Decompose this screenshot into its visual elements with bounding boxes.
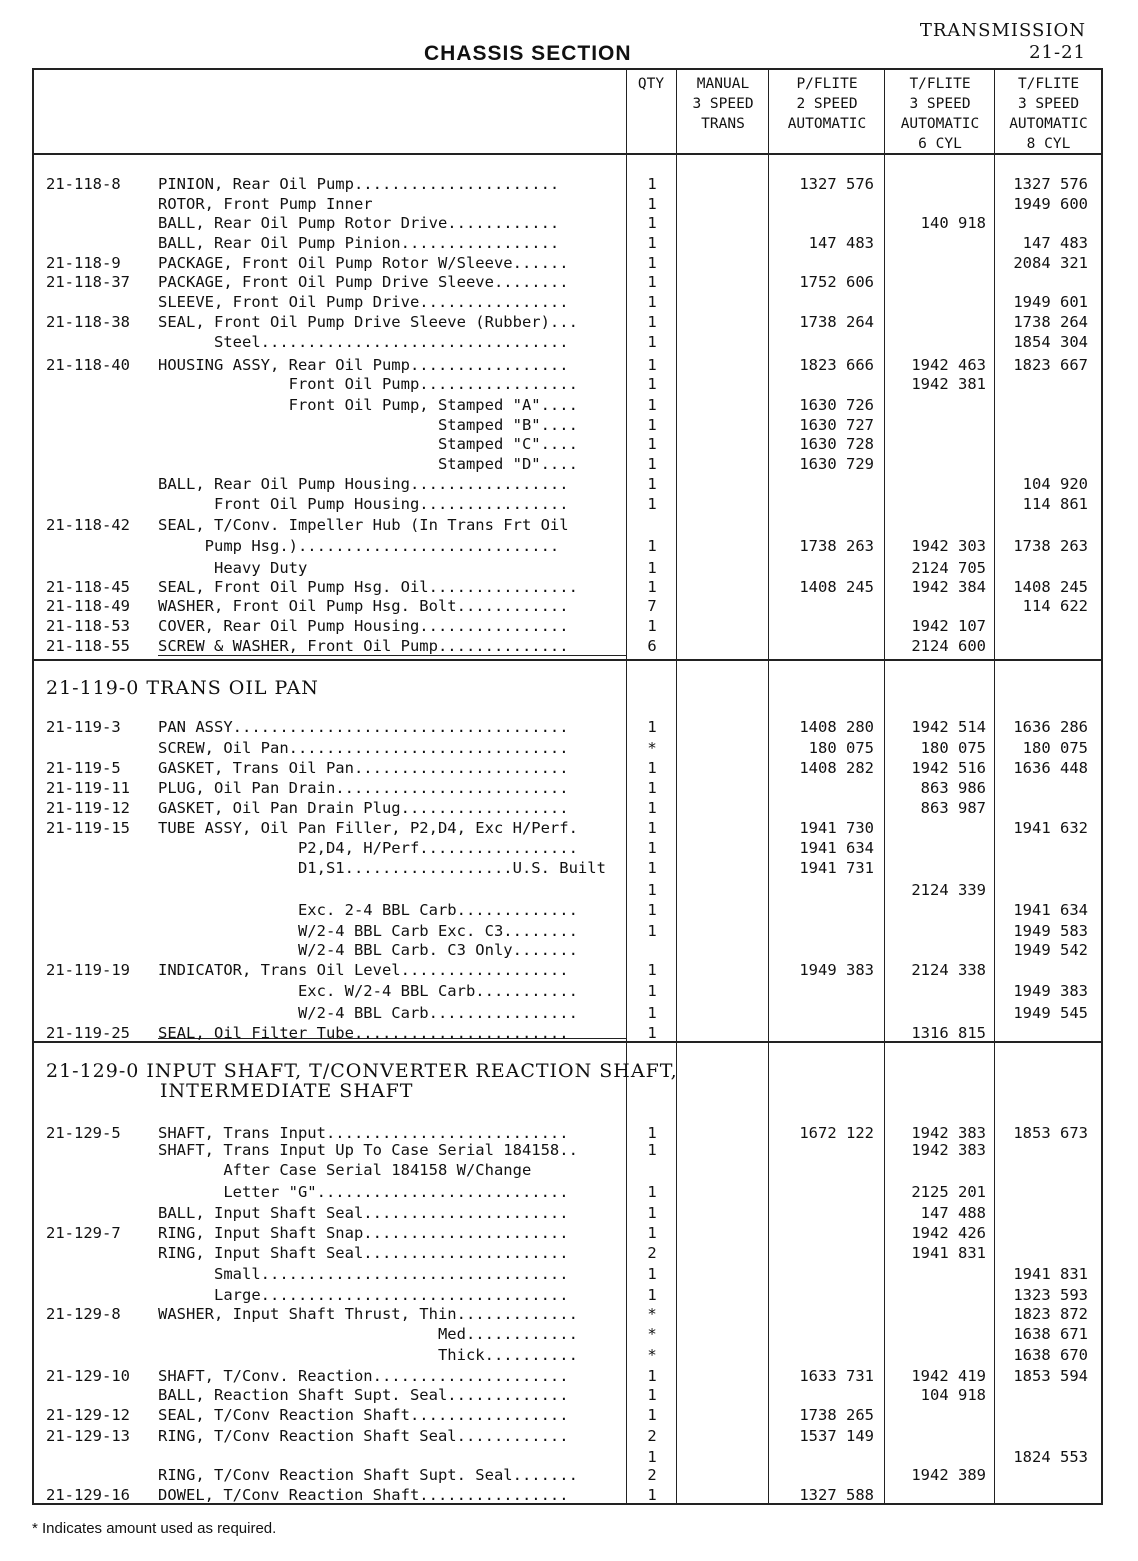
- part-qty: 1: [647, 819, 657, 837]
- part-number-tflite-6cyl: 104 918: [920, 1386, 986, 1404]
- page-title: CHASSIS SECTION: [424, 42, 632, 65]
- part-number-tflite-6cyl: 863 986: [920, 779, 986, 797]
- part-number-pflite: 1408 282: [799, 759, 874, 777]
- part-number-tflite-8cyl: 1824 553: [1013, 1448, 1088, 1466]
- column-header-tflite-8cyl: T/FLITE 3 SPEED AUTOMATIC 8 CYL: [1009, 76, 1088, 152]
- part-number: 21-129-5: [46, 1124, 121, 1142]
- part-description: SEAL, T/Conv. Impeller Hub (In Trans Frt Oil: [158, 516, 569, 534]
- part-number-tflite-8cyl: 1941 831: [1013, 1265, 1088, 1283]
- part-qty: 1: [647, 1004, 657, 1022]
- part-qty: 1: [647, 1024, 657, 1042]
- part-number-tflite-6cyl: 1942 426: [911, 1224, 986, 1242]
- part-number-tflite-6cyl: 2124 338: [911, 961, 986, 979]
- part-description: GASKET, Trans Oil Pan.......................: [158, 759, 569, 777]
- part-qty: 1: [647, 901, 657, 919]
- part-description: WASHER, Front Oil Pump Hsg. Bolt............: [158, 597, 569, 615]
- part-number-pflite: 1941 731: [799, 859, 874, 877]
- part-number-pflite: 1823 666: [799, 356, 874, 374]
- part-description: TUBE ASSY, Oil Pan Filler, P2,D4, Exc H/Perf.: [158, 819, 578, 837]
- part-number: 21-119-11: [46, 779, 130, 797]
- part-description: W/2-4 BBL Carb Exc. C3........: [158, 922, 578, 940]
- part-number: 21-129-16: [46, 1486, 130, 1504]
- part-number-tflite-6cyl: 2125 201: [911, 1183, 986, 1201]
- part-number: 21-119-5: [46, 759, 121, 777]
- part-qty: 1: [647, 1224, 657, 1242]
- part-qty: 7: [647, 597, 657, 615]
- part-number-pflite: 1672 122: [799, 1124, 874, 1142]
- part-number: 21-119-12: [46, 799, 130, 817]
- part-number-tflite-6cyl: 2124 600: [911, 637, 986, 655]
- part-description: Exc. W/2-4 BBL Carb...........: [158, 982, 578, 1000]
- section-rule: [32, 659, 1103, 661]
- part-description: SHAFT, Trans Input Up To Case Serial 184158..: [158, 1141, 578, 1159]
- part-qty: 2: [647, 1466, 657, 1484]
- part-description: Front Oil Pump Housing................: [158, 495, 569, 513]
- part-description: BALL, Input Shaft Seal......................: [158, 1204, 569, 1222]
- part-number: 21-118-40: [46, 356, 130, 374]
- part-qty: 1: [647, 881, 657, 899]
- part-number-tflite-8cyl: 1941 634: [1013, 901, 1088, 919]
- part-description: D1,S1..................U.S. Built: [158, 859, 606, 877]
- part-description: PAN ASSY....................................: [158, 718, 569, 736]
- part-number-pflite: 1537 149: [799, 1427, 874, 1445]
- part-description: PINION, Rear Oil Pump......................: [158, 175, 560, 193]
- part-number: 21-119-15: [46, 819, 130, 837]
- part-qty: 1: [647, 375, 657, 393]
- part-number-pflite: 1408 245: [799, 578, 874, 596]
- part-number-tflite-8cyl: 114 861: [1022, 495, 1088, 513]
- part-number-tflite-8cyl: 104 920: [1022, 475, 1088, 493]
- part-description: W/2-4 BBL Carb................: [158, 1004, 578, 1022]
- part-qty: 1: [647, 859, 657, 877]
- part-description: SEAL, Front Oil Pump Hsg. Oil................: [158, 578, 578, 596]
- part-qty: 1: [647, 1448, 657, 1466]
- part-number-pflite: 1630 727: [799, 416, 874, 434]
- part-number-tflite-8cyl: 1327 576: [1013, 175, 1088, 193]
- section-heading: 21-119-0 TRANS OIL PAN: [46, 677, 319, 699]
- part-number-tflite-8cyl: 1636 448: [1013, 759, 1088, 777]
- part-number: 21-118-42: [46, 516, 130, 534]
- part-description: Thick..........: [158, 1346, 578, 1364]
- part-number-pflite: 1752 606: [799, 273, 874, 291]
- part-number-tflite-6cyl: 1942 463: [911, 356, 986, 374]
- part-number: 21-118-53: [46, 617, 130, 635]
- part-description: SEAL, Oil Filter Tube.......................: [158, 1024, 569, 1042]
- part-number-pflite: 180 075: [808, 739, 874, 757]
- part-number-tflite-6cyl: 140 918: [920, 214, 986, 232]
- part-qty: 1: [647, 559, 657, 577]
- part-number-tflite-6cyl: 1942 384: [911, 578, 986, 596]
- part-number: 21-129-13: [46, 1427, 130, 1445]
- part-number-tflite-8cyl: 1823 667: [1013, 356, 1088, 374]
- part-number: 21-119-19: [46, 961, 130, 979]
- part-number-pflite: 1738 263: [799, 537, 874, 555]
- part-number: 21-118-9: [46, 254, 121, 272]
- part-number-tflite-8cyl: 1949 601: [1013, 293, 1088, 311]
- part-description: WASHER, Input Shaft Thrust, Thin.............: [158, 1305, 578, 1323]
- part-number-tflite-8cyl: 1738 263: [1013, 537, 1088, 555]
- part-description: Med............: [158, 1325, 578, 1343]
- part-description: GASKET, Oil Pan Drain Plug..................: [158, 799, 569, 817]
- part-description: Large.................................: [158, 1286, 569, 1304]
- part-number: 21-119-3: [46, 718, 121, 736]
- part-number: 21-118-55: [46, 637, 130, 655]
- part-qty: 1: [647, 922, 657, 940]
- part-number: 21-119-25: [46, 1024, 130, 1042]
- part-description: SEAL, Front Oil Pump Drive Sleeve (Rubber)...: [158, 313, 578, 331]
- part-qty: 1: [647, 313, 657, 331]
- part-description: SCREW, Oil Pan..............................: [158, 739, 569, 757]
- part-number-tflite-8cyl: 1949 383: [1013, 982, 1088, 1000]
- part-description: SHAFT, Trans Input..........................: [158, 1124, 569, 1142]
- part-description: SEAL, T/Conv Reaction Shaft.................: [158, 1406, 569, 1424]
- part-qty: 1: [647, 578, 657, 596]
- part-description: BALL, Rear Oil Pump Pinion.................: [158, 234, 560, 252]
- column-divider: [884, 68, 885, 1505]
- part-number-tflite-6cyl: 1942 383: [911, 1124, 986, 1142]
- part-qty: 1: [647, 1367, 657, 1385]
- part-description: W/2-4 BBL Carb. C3 Only.......: [158, 941, 578, 959]
- part-description: Pump Hsg.)............................: [158, 537, 560, 555]
- column-divider: [626, 68, 627, 1505]
- part-number-tflite-8cyl: 147 483: [1022, 234, 1088, 252]
- part-number: 21-129-8: [46, 1305, 121, 1323]
- part-qty: 1: [647, 1204, 657, 1222]
- part-number-pflite: 1738 264: [799, 313, 874, 331]
- part-qty: 1: [647, 961, 657, 979]
- part-description: P2,D4, H/Perf.................: [158, 839, 578, 857]
- row-underline: [158, 655, 626, 656]
- part-qty: 1: [647, 537, 657, 555]
- column-header-qty: QTY: [637, 76, 665, 92]
- part-description: After Case Serial 184158 W/Change: [158, 1161, 532, 1179]
- part-number-tflite-6cyl: 2124 339: [911, 881, 986, 899]
- part-number-tflite-6cyl: 1942 516: [911, 759, 986, 777]
- part-qty: 1: [647, 718, 657, 736]
- part-number-tflite-6cyl: 1942 389: [911, 1466, 986, 1484]
- part-description: Stamped "C"....: [158, 435, 578, 453]
- part-number-tflite-8cyl: 1636 286: [1013, 718, 1088, 736]
- part-number: 21-118-37: [46, 273, 130, 291]
- column-divider: [994, 68, 995, 1505]
- part-description: ROTOR, Front Pump Inner: [158, 195, 373, 213]
- part-description: Front Oil Pump.................: [158, 375, 578, 393]
- page-number: 21-21: [1029, 42, 1086, 63]
- part-number-pflite: 1630 729: [799, 455, 874, 473]
- section-heading: 21-129-0 INPUT SHAFT, T/CONVERTER REACTION SHAFT,: [46, 1060, 678, 1082]
- part-qty: 1: [647, 495, 657, 513]
- part-number-pflite: 1408 280: [799, 718, 874, 736]
- section-heading-continued: INTERMEDIATE SHAFT: [160, 1080, 414, 1102]
- part-number-tflite-8cyl: 180 075: [1022, 739, 1088, 757]
- part-description: HOUSING ASSY, Rear Oil Pump.................: [158, 356, 569, 374]
- part-number-tflite-8cyl: 1949 600: [1013, 195, 1088, 213]
- column-divider: [768, 68, 769, 1505]
- part-qty: 1: [647, 195, 657, 213]
- part-description: BALL, Reaction Shaft Supt. Seal.............: [158, 1386, 569, 1404]
- part-description: RING, T/Conv Reaction Shaft Seal............: [158, 1427, 569, 1445]
- part-qty: *: [647, 1325, 657, 1343]
- part-number-tflite-8cyl: 1738 264: [1013, 313, 1088, 331]
- part-description: Stamped "D"....: [158, 455, 578, 473]
- part-number-tflite-8cyl: 1853 594: [1013, 1367, 1088, 1385]
- part-number-pflite: 1949 383: [799, 961, 874, 979]
- part-qty: *: [647, 1346, 657, 1364]
- part-qty: 1: [647, 475, 657, 493]
- part-number-pflite: 1633 731: [799, 1367, 874, 1385]
- part-number-tflite-8cyl: 114 622: [1022, 597, 1088, 615]
- part-qty: 1: [647, 234, 657, 252]
- part-description: SCREW & WASHER, Front Oil Pump..............: [158, 637, 569, 655]
- part-description: SLEEVE, Front Oil Pump Drive................: [158, 293, 569, 311]
- part-qty: *: [647, 739, 657, 757]
- part-number-tflite-6cyl: 1942 381: [911, 375, 986, 393]
- part-qty: 1: [647, 779, 657, 797]
- part-number-pflite: 147 483: [808, 234, 874, 252]
- part-qty: 1: [647, 617, 657, 635]
- part-number-pflite: 1941 634: [799, 839, 874, 857]
- part-number-pflite: 1630 726: [799, 396, 874, 414]
- part-qty: 1: [647, 293, 657, 311]
- part-qty: 1: [647, 1386, 657, 1404]
- part-qty: 1: [647, 175, 657, 193]
- part-qty: 1: [647, 982, 657, 1000]
- part-qty: 1: [647, 1141, 657, 1159]
- part-qty: 1: [647, 455, 657, 473]
- part-number-tflite-6cyl: 1941 831: [911, 1244, 986, 1262]
- part-qty: 1: [647, 1265, 657, 1283]
- part-qty: 1: [647, 254, 657, 272]
- part-description: PACKAGE, Front Oil Pump Drive Sleeve........: [158, 273, 569, 291]
- part-description: Letter "G"...........................: [158, 1183, 569, 1201]
- part-qty: 1: [647, 214, 657, 232]
- part-number-tflite-8cyl: 1638 670: [1013, 1346, 1088, 1364]
- part-description: Small.................................: [158, 1265, 569, 1283]
- part-description: PLUG, Oil Pan Drain.........................: [158, 779, 569, 797]
- part-number-tflite-6cyl: 1942 107: [911, 617, 986, 635]
- part-description: DOWEL, T/Conv Reaction Shaft................: [158, 1486, 569, 1504]
- part-number-pflite: 1327 576: [799, 175, 874, 193]
- part-number-pflite: 1327 588: [799, 1486, 874, 1504]
- part-number: 21-118-8: [46, 175, 121, 193]
- part-number-tflite-8cyl: 1941 632: [1013, 819, 1088, 837]
- part-number-pflite: 1738 265: [799, 1406, 874, 1424]
- part-number-tflite-6cyl: 1942 514: [911, 718, 986, 736]
- part-qty: 2: [647, 1244, 657, 1262]
- part-number: 21-118-38: [46, 313, 130, 331]
- part-number-tflite-8cyl: 2084 321: [1013, 254, 1088, 272]
- part-qty: 1: [647, 1124, 657, 1142]
- part-number-tflite-6cyl: 147 488: [920, 1204, 986, 1222]
- part-description: Heavy Duty: [158, 559, 308, 577]
- section-name: TRANSMISSION: [919, 20, 1086, 41]
- part-description: RING, T/Conv Reaction Shaft Supt. Seal.......: [158, 1466, 578, 1484]
- column-header-manual: MANUAL 3 SPEED TRANS: [692, 76, 754, 132]
- part-number-tflite-8cyl: 1323 593: [1013, 1286, 1088, 1304]
- part-description: RING, Input Shaft Snap......................: [158, 1224, 569, 1242]
- part-qty: *: [647, 1305, 657, 1323]
- part-qty: 1: [647, 799, 657, 817]
- part-description: Front Oil Pump, Stamped "A"....: [158, 396, 578, 414]
- part-description: Stamped "B"....: [158, 416, 578, 434]
- part-description: COVER, Rear Oil Pump Housing................: [158, 617, 569, 635]
- part-qty: 1: [647, 435, 657, 453]
- part-number-tflite-6cyl: 180 075: [920, 739, 986, 757]
- part-qty: 1: [647, 416, 657, 434]
- part-qty: 1: [647, 396, 657, 414]
- part-number-tflite-8cyl: 1949 583: [1013, 922, 1088, 940]
- part-description: BALL, Rear Oil Pump Housing.................: [158, 475, 569, 493]
- part-number-pflite: 1630 728: [799, 435, 874, 453]
- part-qty: 1: [647, 1183, 657, 1201]
- part-number: 21-129-10: [46, 1367, 130, 1385]
- part-qty: 1: [647, 1486, 657, 1504]
- footnote: * Indicates amount used as required.: [32, 1520, 277, 1537]
- part-description: Steel.................................: [158, 333, 569, 351]
- part-qty: 6: [647, 637, 657, 655]
- part-qty: 1: [647, 759, 657, 777]
- header-right: [920, 20, 1086, 64]
- column-divider: [676, 68, 677, 1505]
- part-number-tflite-6cyl: 1316 815: [911, 1024, 986, 1042]
- part-number: 21-129-7: [46, 1224, 121, 1242]
- part-number: 21-118-45: [46, 578, 130, 596]
- part-qty: 1: [647, 1286, 657, 1304]
- part-qty: 1: [647, 333, 657, 351]
- part-number-tflite-6cyl: 1942 419: [911, 1367, 986, 1385]
- part-number-tflite-6cyl: 1942 383: [911, 1141, 986, 1159]
- part-number-tflite-8cyl: 1853 673: [1013, 1124, 1088, 1142]
- column-header-pflite: P/FLITE 2 SPEED AUTOMATIC: [787, 76, 867, 132]
- part-qty: 2: [647, 1427, 657, 1445]
- part-description: Exc. 2-4 BBL Carb.............: [158, 901, 578, 919]
- part-description: BALL, Rear Oil Pump Rotor Drive............: [158, 214, 560, 232]
- part-number-pflite: 1941 730: [799, 819, 874, 837]
- part-number-tflite-8cyl: 1408 245: [1013, 578, 1088, 596]
- part-number-tflite-8cyl: 1949 542: [1013, 941, 1088, 959]
- column-header-tflite-6cyl: T/FLITE 3 SPEED AUTOMATIC 6 CYL: [900, 76, 980, 152]
- part-number-tflite-6cyl: 863 987: [920, 799, 986, 817]
- part-number: 21-118-49: [46, 597, 130, 615]
- part-number-tflite-6cyl: 1942 303: [911, 537, 986, 555]
- part-qty: 1: [647, 273, 657, 291]
- part-number-tflite-8cyl: 1949 545: [1013, 1004, 1088, 1022]
- part-qty: 1: [647, 1406, 657, 1424]
- part-number-tflite-8cyl: 1638 671: [1013, 1325, 1088, 1343]
- part-number-tflite-6cyl: 2124 705: [911, 559, 986, 577]
- part-qty: 1: [647, 356, 657, 374]
- part-description: SHAFT, T/Conv. Reaction.....................: [158, 1367, 569, 1385]
- part-description: INDICATOR, Trans Oil Level..................: [158, 961, 569, 979]
- part-description: PACKAGE, Front Oil Pump Rotor W/Sleeve......: [158, 254, 569, 272]
- part-number-tflite-8cyl: 1854 304: [1013, 333, 1088, 351]
- part-qty: 1: [647, 839, 657, 857]
- part-number: 21-129-12: [46, 1406, 130, 1424]
- part-number-tflite-8cyl: 1823 872: [1013, 1305, 1088, 1323]
- part-description: RING, Input Shaft Seal......................: [158, 1244, 569, 1262]
